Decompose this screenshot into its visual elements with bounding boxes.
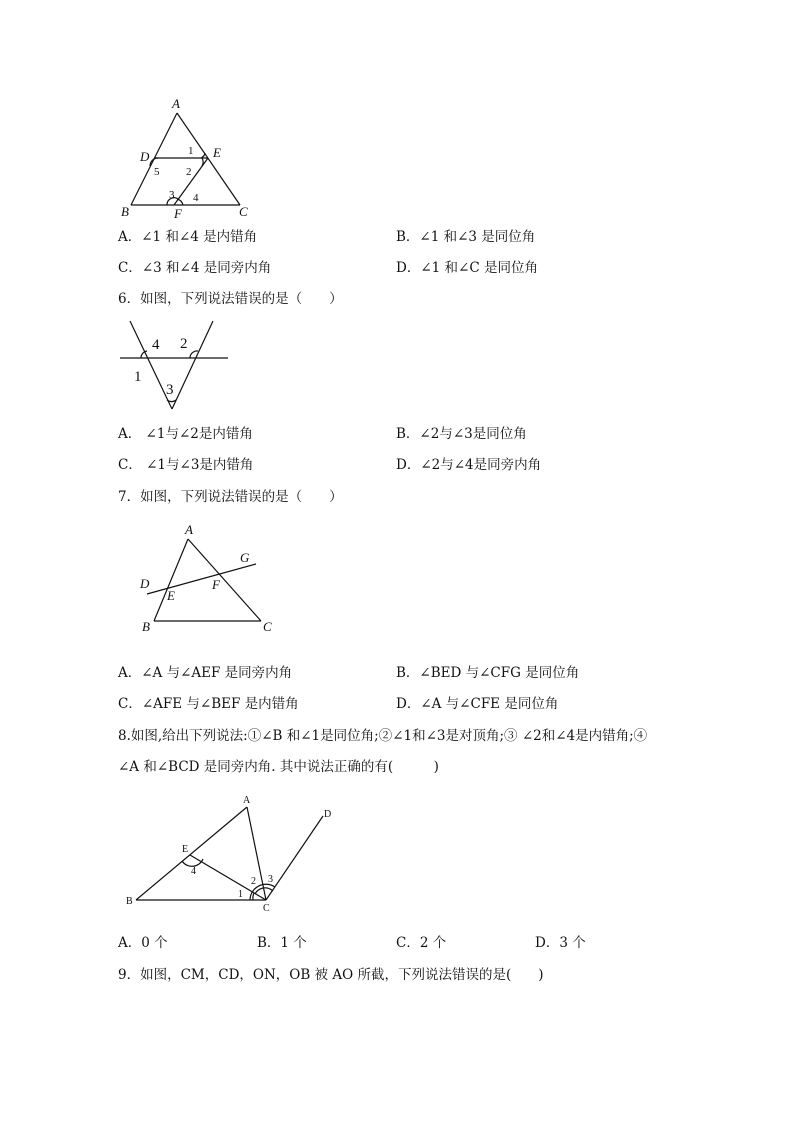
q7-line-ab xyxy=(154,539,188,621)
q7-label-c: C xyxy=(263,619,272,634)
q5-num-5: 5 xyxy=(154,166,160,178)
q8-line-ba xyxy=(136,807,247,900)
q7-figure xyxy=(135,520,285,640)
q8-num-2: 2 xyxy=(251,876,256,887)
q8-label-a: A xyxy=(243,795,251,806)
q5-option-b: B．∠1 和∠3 是同位角 xyxy=(396,229,536,245)
q8-stem-line1: 8.如图,给出下列说法:①∠B 和∠1是同位角;②∠1和∠3是对顶角;③ ∠2和∠4是内错角;④ xyxy=(118,728,648,744)
q5-label-c: C xyxy=(239,204,248,219)
q5-num-3: 3 xyxy=(169,189,175,201)
q6-figure xyxy=(110,315,240,415)
q5-option-a: A．∠1 和∠4 是内错角 xyxy=(118,229,258,245)
q6-line-right xyxy=(172,321,213,409)
q5-label-e: E xyxy=(213,145,221,160)
q5-label-d: D xyxy=(140,149,150,164)
q8-label-e: E xyxy=(182,844,189,855)
q8-arc-1 xyxy=(253,893,254,900)
q8-option-a: A．0 个 xyxy=(118,935,168,951)
q8-figure xyxy=(120,790,350,920)
q8-option-d: D．3 个 xyxy=(535,935,586,951)
q5-line-ac xyxy=(177,113,240,205)
q8-line-ac xyxy=(247,807,266,900)
q7-option-b: B．∠BED 与∠CFG 是同位角 xyxy=(396,665,580,681)
q8-arc-2 xyxy=(255,888,263,894)
q8-num-4: 4 xyxy=(191,866,196,877)
q7-line-dg xyxy=(147,564,256,594)
q8-label-d: D xyxy=(324,809,332,820)
q7-label-b: B xyxy=(142,619,150,634)
q7-stem: 7．如图，下列说法错误的是（ ） xyxy=(118,489,343,505)
q5-option-d: D．∠1 和∠C 是同位角 xyxy=(396,260,538,276)
q5-num-2: 2 xyxy=(186,166,192,178)
q7-option-a: A．∠A 与∠AEF 是同旁内角 xyxy=(118,665,293,681)
q7-label-e: E xyxy=(167,588,175,603)
q5-num-1: 1 xyxy=(188,145,194,157)
q6-num-4: 4 xyxy=(152,337,160,353)
q5-label-b: B xyxy=(121,204,129,219)
q5-num-4: 4 xyxy=(193,192,199,204)
q5-label-a: A xyxy=(172,96,180,111)
q9-stem: 9．如图，CM，CD，ON，OB 被 AO 所截，下列说法错误的是( ) xyxy=(118,967,544,983)
q5-option-c: C．∠3 和∠4 是同旁内角 xyxy=(118,260,272,276)
q8-option-c: C．2 个 xyxy=(396,935,447,951)
q6-option-b: B．∠2与∠3是同位角 xyxy=(396,426,527,442)
q8-num-3: 3 xyxy=(268,874,273,885)
q8-option-b: B．1 个 xyxy=(257,935,307,951)
q5-label-f: F xyxy=(174,206,182,221)
q6-option-d: D．∠2与∠4是同旁内角 xyxy=(396,457,542,473)
q5-arc-1 xyxy=(201,153,205,158)
q8-num-1: 1 xyxy=(238,889,243,900)
q6-option-a: A． ∠1与∠2是内错角 xyxy=(118,426,253,442)
q6-num-2: 2 xyxy=(180,336,188,352)
q7-label-d: D xyxy=(140,576,150,591)
q6-option-c: C． ∠1与∠3是内错角 xyxy=(118,457,254,473)
q7-label-g: G xyxy=(240,550,250,565)
q6-num-3: 3 xyxy=(166,382,174,398)
q5-arc-2 xyxy=(202,158,203,166)
q8-stem-line2: ∠A 和∠BCD 是同旁内角. 其中说法正确的有( ) xyxy=(118,759,439,775)
q7-option-c: C．∠AFE 与∠BEF 是内错角 xyxy=(118,696,299,712)
q5-figure xyxy=(110,95,270,225)
q8-label-b: B xyxy=(126,896,133,907)
q6-stem: 6．如图，下列说法错误的是（ ） xyxy=(118,291,343,307)
q7-label-f: F xyxy=(212,577,220,592)
q6-num-1: 1 xyxy=(134,369,142,385)
q7-option-d: D．∠A 与∠CFE 是同位角 xyxy=(396,696,559,712)
q7-label-a: A xyxy=(185,522,193,537)
q8-label-c: C xyxy=(263,903,270,914)
